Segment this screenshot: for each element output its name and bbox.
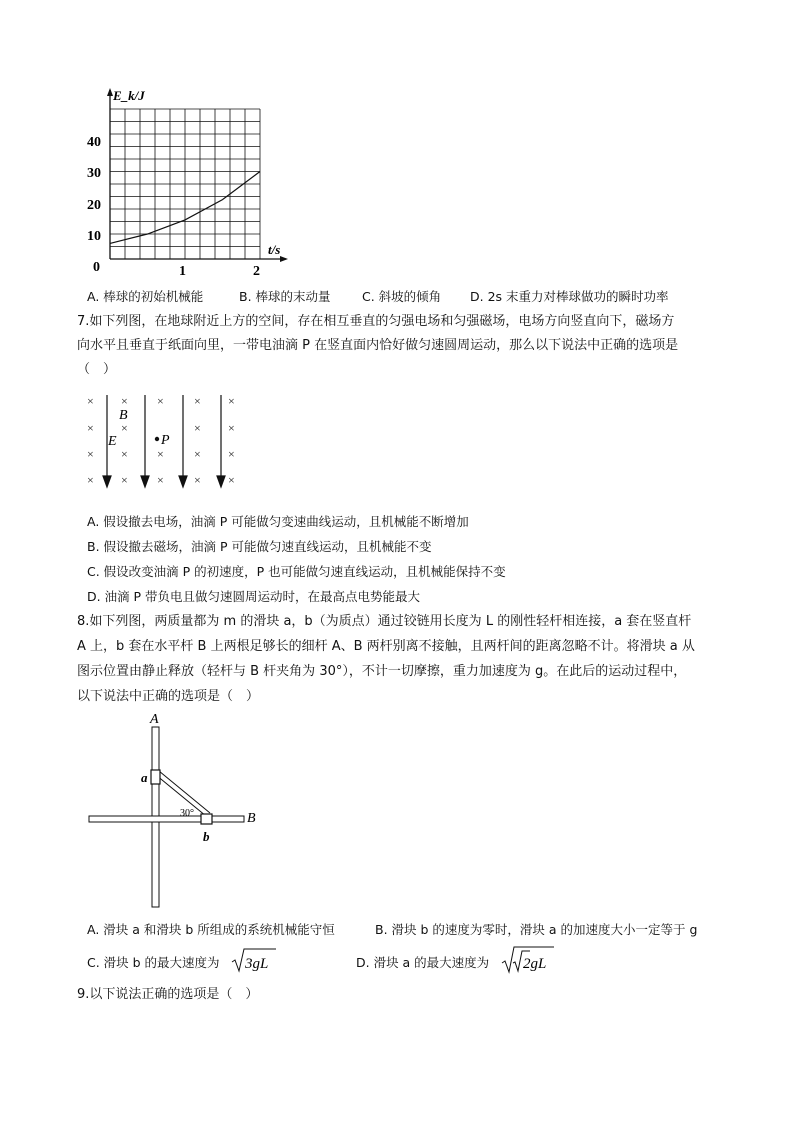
ek-time-chart	[80, 82, 300, 277]
slider-a-label: a	[141, 770, 148, 785]
svg-text:×: ×	[194, 447, 201, 461]
chart-axes	[107, 88, 288, 262]
x-axis-label: t/s	[268, 242, 281, 257]
q8-option-a[interactable]: A. 滑块 a 和滑块 b 所组成的系统机械能守恒	[87, 922, 335, 937]
q8-option-d[interactable]	[356, 955, 489, 971]
svg-text:×: ×	[121, 394, 128, 408]
q8-option-c[interactable]	[87, 955, 220, 971]
q8-option-b[interactable]: B. 滑块 b 的速度为零时，滑块 a 的加速度大小一定等于 g	[375, 922, 698, 937]
x-tick-label: 2	[253, 264, 260, 277]
q8-option-d-text: D. 滑块 a 的最大速度为	[356, 955, 490, 970]
sqrt-sqrt-2gl-formula	[500, 945, 556, 975]
b-field-label: B	[119, 408, 128, 423]
q8-stem-line-2: A 上，b 套在水平杆 B 上两根足够长的细杆 A、B 两杆别离不接触，且两杆间的距离忽略不计。将滑块 a 从	[77, 639, 695, 654]
svg-text:×: ×	[194, 394, 201, 408]
field-diagram	[80, 390, 250, 495]
slider-a	[151, 770, 160, 784]
rod-b-label: B	[247, 811, 256, 826]
q9-stem-line-1: 9.以下说法正确的选项是（ ）	[77, 987, 259, 1002]
x-axis-arrow	[280, 256, 288, 262]
sliding-rod-diagram	[80, 710, 270, 915]
svg-text:×: ×	[228, 421, 235, 435]
q7-stem-line-2: 向水平且垂直于纸面向里，一带电油滴 P 在竖直面内恰好做匀速圆周运动，那么以下说法中正确的选项是	[77, 338, 679, 353]
q8-stem-line-4: 以下说法中正确的选项是（ ）	[77, 689, 260, 704]
origin-label: 0	[93, 260, 100, 275]
y-tick-label: 30	[87, 166, 101, 181]
q8-stem-line-1: 8.如下列图，两质量都为 m 的滑块 a，b（为质点）通过铰链用长度为 L 的刚性轻杆相连接，a 套在竖直杆	[77, 614, 692, 629]
q8-option-c-text: C. 滑块 b 的最大速度为	[87, 955, 220, 970]
q7-option-c[interactable]: C. 假设改变油滴 P 的初速度，P 也可能做匀速直线运动，且机械能保持不变	[87, 564, 506, 579]
svg-text:×: ×	[87, 394, 94, 408]
svg-text:3gL: 3gL	[245, 956, 269, 972]
svg-text:2gL: 2gL	[523, 956, 547, 972]
svg-text:×: ×	[157, 394, 164, 408]
q6-option-a[interactable]: A. 棒球的初始机械能	[87, 289, 204, 304]
svg-text:×: ×	[87, 421, 94, 435]
q7-option-a[interactable]: A. 假设撤去电场，油滴 P 可能做匀变速曲线运动，且机械能不断增加	[87, 514, 469, 529]
svg-text:×: ×	[228, 394, 235, 408]
q8-stem-line-3: 图示位置由静止释放（轻杆与 B 杆夹角为 30°），不计一切摩擦，重力加速度为 g。在此后的运动过程中，	[77, 664, 687, 679]
chart-grid	[110, 109, 260, 259]
q6-option-c[interactable]: C. 斜坡的倾角	[362, 289, 442, 304]
angle-label: 30°	[180, 808, 194, 819]
rod-a-label: A	[150, 712, 159, 727]
slider-b-label: b	[203, 829, 210, 844]
svg-text:×: ×	[228, 447, 235, 461]
y-tick-label: 10	[87, 229, 101, 244]
oil-drop-p	[155, 437, 159, 441]
q7-option-b[interactable]: B. 假设撤去磁场，油滴 P 可能做匀速直线运动，且机械能不变	[87, 539, 432, 554]
svg-text:×: ×	[157, 447, 164, 461]
q7-option-d[interactable]: D. 油滴 P 带负电且做匀速圆周运动时，在最高点电势能最大	[87, 589, 421, 604]
svg-text:×: ×	[87, 473, 94, 487]
svg-text:×: ×	[194, 473, 201, 487]
q6-option-b[interactable]: B. 棒球的末动量	[239, 289, 331, 304]
sqrt-3gl-formula	[230, 946, 278, 974]
q7-stem-line-3: （ ）	[77, 362, 117, 377]
slider-b	[201, 814, 212, 824]
horizontal-rod-b	[89, 816, 244, 822]
svg-text:×: ×	[228, 473, 235, 487]
svg-text:×: ×	[121, 473, 128, 487]
svg-text:×: ×	[121, 447, 128, 461]
svg-text:×: ×	[87, 447, 94, 461]
oil-drop-label: P	[161, 433, 170, 448]
y-axis-label: E_k/J	[113, 88, 145, 103]
y-tick-label: 20	[87, 198, 101, 213]
x-tick-label: 1	[179, 264, 186, 277]
q6-option-d[interactable]: D. 2s 末重力对棒球做功的瞬时功率	[470, 289, 669, 304]
y-tick-label: 40	[87, 135, 101, 150]
e-field-label: E	[108, 434, 117, 449]
svg-text:×: ×	[194, 421, 201, 435]
svg-text:×: ×	[121, 421, 128, 435]
q7-stem-line-1: 7.如下列图，在地球附近上方的空间，存在相互垂直的匀强电场和匀强磁场，电场方向竖直向下，磁场方	[77, 314, 675, 329]
svg-text:×: ×	[157, 473, 164, 487]
